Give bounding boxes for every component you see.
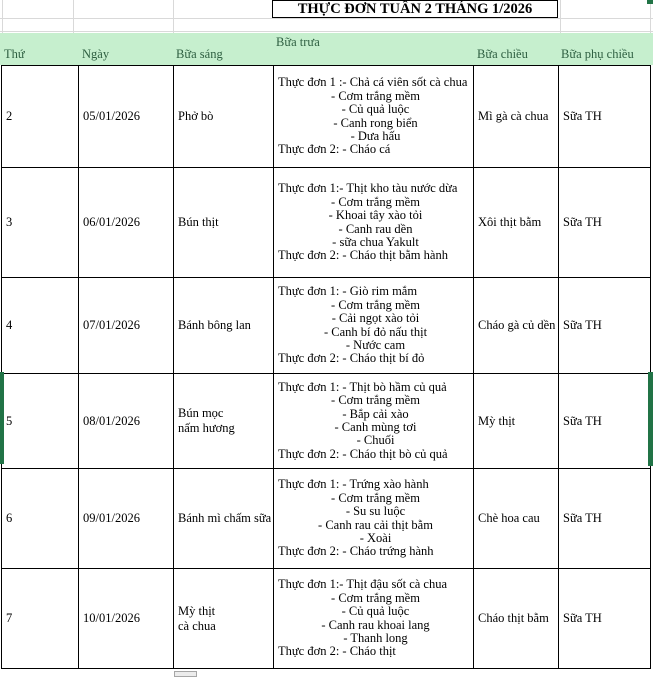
cell-breakfast[interactable] [174,168,274,278]
breakfast-line: Bún mọc [178,406,224,420]
header-breakfast[interactable]: Bữa sáng [176,47,223,61]
cell-breakfast[interactable] [174,469,274,569]
cell-snack[interactable]: Sữa TH [559,374,651,469]
table-row [2,469,651,569]
lunch-item: - Cơm trắng mềm [331,194,420,209]
cell-lunch[interactable] [274,374,474,469]
lunch-menu2: Thực đơn 2: - Cháo thịt bí đỏ [278,351,425,366]
cell-date[interactable]: 10/01/2026 [79,569,174,669]
lunch-menu1: Thực đơn 1 :- Chả cá viên sốt cà chua [278,75,468,90]
gridline [0,31,653,32]
lunch-item: - Cơm trắng mềm [331,590,420,605]
gridline [73,0,74,33]
cell-snack[interactable]: Sữa TH [559,469,651,569]
cell-date[interactable]: 05/01/2026 [79,66,174,168]
lunch-item: - Thanh long [343,630,408,645]
cell-afternoon[interactable]: Xôi thịt bằm [474,168,559,278]
header-lunch[interactable]: Bữa trưa [276,35,320,49]
lunch-item: - Cơm trắng mềm [331,88,420,103]
table-row [2,569,651,669]
lunch-menu1: Thực đơn 1: - Thịt bò hầm củ quả [278,379,447,394]
gridline [650,0,651,33]
lunch-menu2: Thực đơn 2: - Cháo thịt bò củ quả [278,446,448,461]
lunch-menu2: Thực đơn 2: - Cháo thịt [278,644,396,659]
gridline [173,0,174,33]
breakfast-line: Bánh mì chấm sữa [178,511,272,525]
cell-snack[interactable]: Sữa TH [559,66,651,168]
selection-corner-mark [647,0,653,4]
lunch-item: - Xoài [359,530,392,545]
lunch-menu2: Thực đơn 2: - Cháo cá [278,142,391,157]
cell-breakfast[interactable] [174,569,274,669]
lunch-item: - Cơm trắng mềm [331,490,420,505]
cell-date[interactable]: 08/01/2026 [79,374,174,469]
cell-lunch[interactable] [274,278,474,374]
cell-afternoon[interactable]: Mỳ thịt [474,374,559,469]
cell-afternoon[interactable]: Mì gà cà chua [474,66,559,168]
lunch-menu1: Thực đơn 1:- Thịt kho tàu nước dừa [278,181,458,196]
lunch-item: - Canh rau cải thịt bằm [318,517,433,532]
gridline [560,0,561,33]
lunch-item: - Củ quả luộc [341,102,410,117]
cell-lunch[interactable] [274,168,474,278]
cell-lunch[interactable] [274,569,474,669]
lunch-item: - Khoai tây xào tỏi [328,208,423,223]
cell-snack[interactable]: Sữa TH [559,278,651,374]
lunch-item: - Dưa hấu [350,128,401,143]
cell-day[interactable]: 4 [2,278,79,374]
breakfast-line: cà chua [178,618,216,633]
table-row [2,168,651,278]
cell-afternoon[interactable]: Chè hoa cau [474,469,559,569]
lunch-menu1: Thực đơn 1:- Thịt đậu sốt cà chua [278,577,448,592]
sheet-title-cell[interactable] [272,0,558,18]
cell-date[interactable]: 07/01/2026 [79,278,174,374]
cell-snack[interactable]: Sữa TH [559,168,651,278]
breakfast-line: Bún thịt [178,215,219,229]
menu-table [1,65,651,669]
lunch-menu1: Thực đơn 1: - Trứng xào hành [278,477,429,492]
cell-day[interactable]: 5 [2,374,79,469]
lunch-menu1: Thực đơn 1: - Giò rim mắm [278,284,418,299]
cell-lunch[interactable] [274,66,474,168]
lunch-item: - Chuối [356,433,395,448]
lunch-item: - Canh rau khoai lang [321,617,430,632]
lunch-item: - Cơm trắng mềm [331,297,420,312]
lunch-item: - Canh rau dền [338,221,413,236]
lunch-item: - Cải ngọt xào tỏi [331,311,420,326]
gridline [0,18,653,19]
cell-day[interactable]: 6 [2,469,79,569]
cell-breakfast[interactable] [174,374,274,469]
cell-day[interactable]: 3 [2,168,79,278]
lunch-menu2: Thực đơn 2: - Cháo trứng hành [278,544,434,559]
lunch-item: - Bắp cải xào [342,406,409,421]
lunch-item: - Cơm trắng mềm [331,393,420,408]
breakfast-line: Phở bò [178,109,214,123]
cell-lunch[interactable] [274,469,474,569]
lunch-item: - Canh bí đỏ nấu thịt [323,324,428,339]
breakfast-line: Mỳ thịt [178,603,216,618]
breakfast-line: nấm hương [178,421,235,435]
fill-handle[interactable] [174,671,197,677]
cell-day[interactable]: 7 [2,569,79,669]
table-row [2,278,651,374]
header-snack[interactable]: Bữa phụ chiều [561,47,634,61]
lunch-menu2: Thực đơn 2: - Cháo thịt bằm hành [278,248,448,263]
table-row [2,66,651,168]
lunch-item: - Củ quả luộc [341,604,410,619]
header-afternoon[interactable]: Bữa chiều [477,47,528,61]
header-day[interactable]: Thứ [4,47,25,61]
lunch-item: - Canh rong biển [333,115,418,130]
lunch-item: - sữa chua Yakult [332,234,419,249]
cell-afternoon[interactable]: Cháo gà củ dền [474,278,559,374]
header-date[interactable]: Ngày [82,47,110,61]
table-row [2,374,651,469]
gridline [2,0,3,33]
lunch-item: - Nước cam [345,337,406,352]
selection-border-left [0,372,4,464]
lunch-item: - Su su luộc [345,504,406,519]
cell-afternoon[interactable]: Cháo thịt bằm [474,569,559,669]
table-header-row [0,33,653,65]
cell-date[interactable]: 09/01/2026 [79,469,174,569]
cell-day[interactable]: 2 [2,66,79,168]
cell-snack[interactable]: Sữa TH [559,569,651,669]
sheet-title: THỰC ĐƠN TUẦN 2 THÁNG 1/2026 [297,1,533,17]
cell-breakfast[interactable] [174,278,274,374]
lunch-item: - Canh mùng tơi [334,420,417,434]
cell-breakfast[interactable] [174,66,274,168]
selection-border-right [648,372,653,466]
cell-date[interactable]: 06/01/2026 [79,168,174,278]
breakfast-line: Bánh bông lan [178,318,251,332]
